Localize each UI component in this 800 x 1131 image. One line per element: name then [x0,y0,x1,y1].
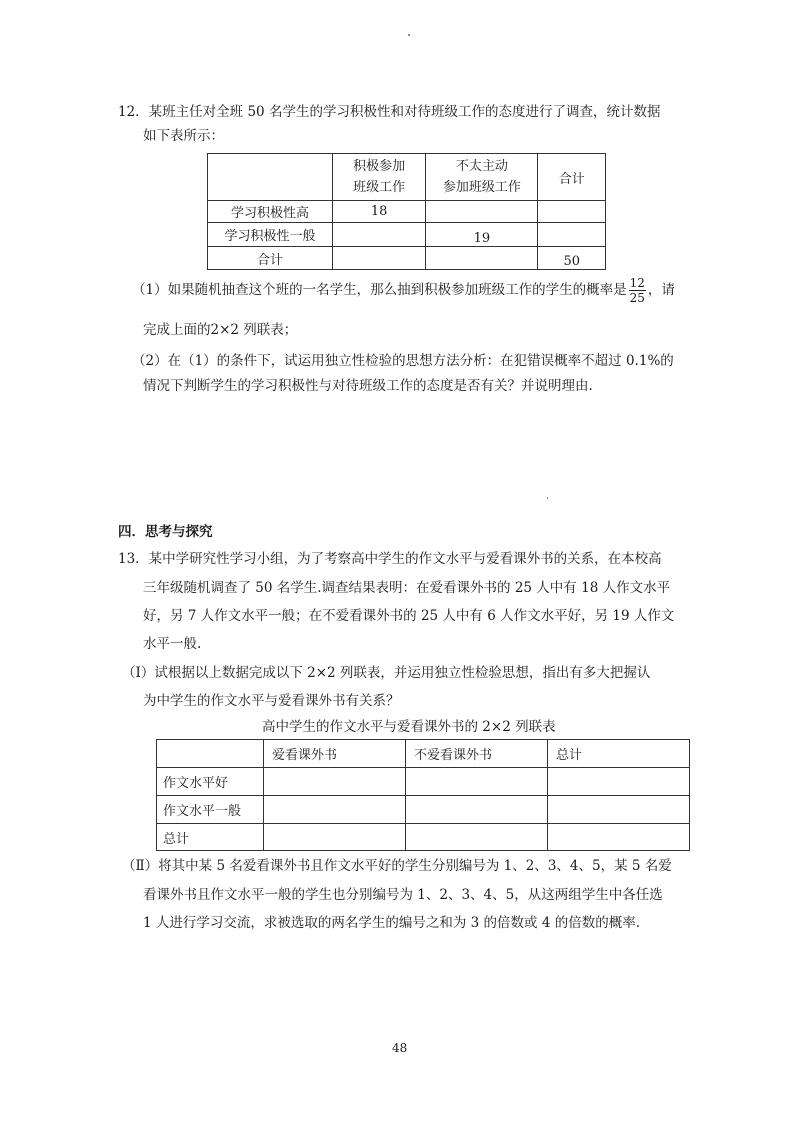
table-header-row [157,740,690,768]
q13-table-title: 高中学生的作文水平与爱看课外书的 2×2 列联表 [262,719,556,735]
q13-line-4: 水平一般. [143,636,202,652]
table-cell [405,796,547,824]
table-row [208,201,606,223]
table-cell [332,223,425,247]
table-cell [405,824,547,851]
table-header-cell: 爱看课外书 [263,740,405,768]
table-cell: 学习积极性一般 [208,223,333,247]
scan-speck [547,497,548,499]
q12-part2-line-2: 情况下判断学生的学习积极性与对待班级工作的态度是否有关？并说明理由. [143,378,593,394]
table-row [157,796,690,824]
fraction-denominator: 25 [629,291,645,305]
table-cell: 合计 [208,247,333,270]
fraction-numerator: 12 [629,276,645,290]
table-cell [263,768,405,796]
table-header-cell [157,740,264,768]
table-cell: 18 [332,201,425,223]
table-header-cell: 不爱看课外书 [405,740,547,768]
q13-part2-line-2: 看课外书且作文水平一般的学生也分别编号为 1、2、3、4、5，从这两组学生中各任选 [143,887,663,903]
table-cell: 作文水平一般 [157,796,264,824]
table-header-cell: 总计 [547,740,689,768]
q13-part1-line-1: （Ⅰ）试根据以上数据完成以下 2×2 列联表，并运用独立性检验思想，指出有多大把握认 [122,665,651,681]
q12-part1-text: （1）如果随机抽查这个班的一名学生，那么抽到积极参加班级工作的学生的概率是 [132,282,627,298]
q12-part1-suffix: ，请 [647,282,675,298]
table-cell [547,768,689,796]
table-cell [426,247,538,270]
q13-part1-line-2: 为中学生的作文水平与爱看课外书有关系？ [143,693,400,709]
probability-fraction [629,276,646,305]
table-cell [426,201,538,223]
table-cell [263,796,405,824]
q13-line-3: 好，另 7 人作文水平一般；在不爱看课外书的 25 人中有 6 人作文水平好，另 19 人作文 [143,608,675,624]
q13-part2-line-3: 1 人进行学习交流，求被选取的两名学生的编号之和为 3 的倍数或 4 的倍数的概率. [143,915,641,931]
page-number: 48 [392,1041,408,1055]
table-cell [547,824,689,851]
q12-line-2: 如下表所示： [143,128,224,144]
table-cell: 总计 [157,824,264,851]
q13-line-2: 三年级随机调查了 50 名学生.调查结果表明：在爱看课外书的 25 人中有 18 人作文水平 [143,580,671,596]
table-cell [263,824,405,851]
q13-line-1: 13．某中学研究性学习小组，为了考察高中学生的作文水平与爱看课外书的关系，在本校高 [118,551,662,567]
table-header-cell: 积极参加 班级工作 [332,154,425,201]
q12-part1-line-1 [132,276,675,305]
table-cell: 19 [426,223,538,247]
table-cell [332,247,425,270]
table-cell [547,796,689,824]
q12-contingency-table [207,153,606,270]
table-header-cell: 合计 [538,154,606,201]
table-header-cell [208,154,333,201]
table-row [157,768,690,796]
table-cell [405,768,547,796]
scan-speck [408,34,410,36]
table-cell [538,201,606,223]
table-cell: 50 [538,247,606,270]
q13-contingency-table [156,739,690,851]
table-cell: 学习积极性高 [208,201,333,223]
table-header-row [208,154,606,201]
table-cell: 作文水平好 [157,768,264,796]
q12-line-1: 12．某班主任对全班 50 名学生的学习积极性和对待班级工作的态度进行了调查，统计数据 [118,104,661,120]
section-heading: 四．思考与探究 [118,524,213,540]
table-row [208,247,606,270]
table-header-cell: 不太主动 参加班级工作 [426,154,538,201]
q12-part2-line-1: （2）在（1）的条件下，试运用独立性检验的思想方法分析：在犯错误概率不超过 0.1%的 [132,353,674,369]
q13-part2-line-1: （Ⅱ）将其中某 5 名爱看课外书且作文水平好的学生分别编号为 1、2、3、4、5，某 5 名爱 [122,858,672,874]
table-row [157,824,690,851]
table-cell [538,223,606,247]
table-row [208,223,606,247]
q12-part1-line-2: 完成上面的2×2 列联表； [143,322,298,338]
